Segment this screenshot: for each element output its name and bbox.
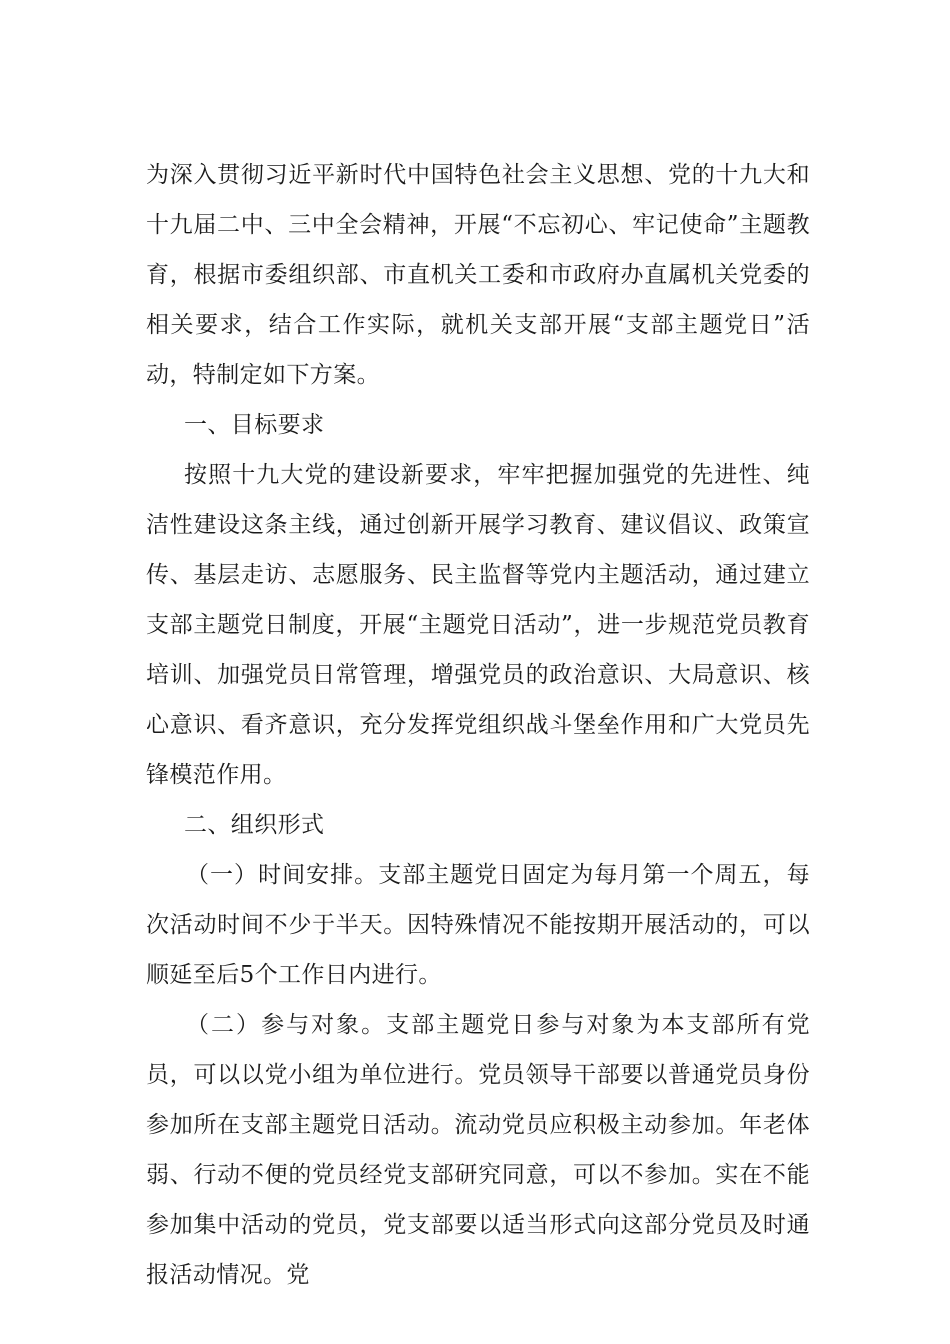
participants-paragraph: （二）参与对象。支部主题党日参与对象为本支部所有党员，可以以党小组为单位进行。党员领导干部要以普通党员身份参加所在支部主题党日活动。流动党员应积极主动参加。年老体弱、行动不便的党员经党支部研究同意，可以不参加。实在不能参加集中活动的党员，党支部要以适当形式向这部分党员及时通报活动情况。党 (146, 1012, 810, 1288)
schedule-paragraph: （一）时间安排。支部主题党日固定为每月第一个周五，每次活动时间不少于半天。因特殊情况不能按期开展活动的，可以顺延至后5个工作日内进行。 (146, 862, 810, 988)
section-heading-organization: 二、组织形式 (184, 812, 325, 838)
intro-paragraph: 为深入贯彻习近平新时代中国特色社会主义思想、党的十九大和十九届二中、三中全会精神，开展“不忘初心、牢记使命”主题教育，根据市委组织部、市直机关工委和市政府办直属机关党委的相关要求，结合工作实际，就机关支部开展“支部主题党日”活动，特制定如下方案。 (146, 162, 810, 388)
section-heading-goals: 一、目标要求 (184, 412, 325, 438)
document-body (146, 150, 810, 1300)
goals-paragraph: 按照十九大党的建设新要求，牢牢把握加强党的先进性、纯洁性建设这条主线，通过创新开展学习教育、建议倡议、政策宣传、基层走访、志愿服务、民主监督等党内主题活动，通过建立支部主题党日制度，开展“主题党日活动”，进一步规范党员教育培训、加强党员日常管理，增强党员的政治意识、大局意识、核心意识、看齐意识，充分发挥党组织战斗堡垒作用和广大党员先锋模范作用。 (146, 462, 810, 788)
